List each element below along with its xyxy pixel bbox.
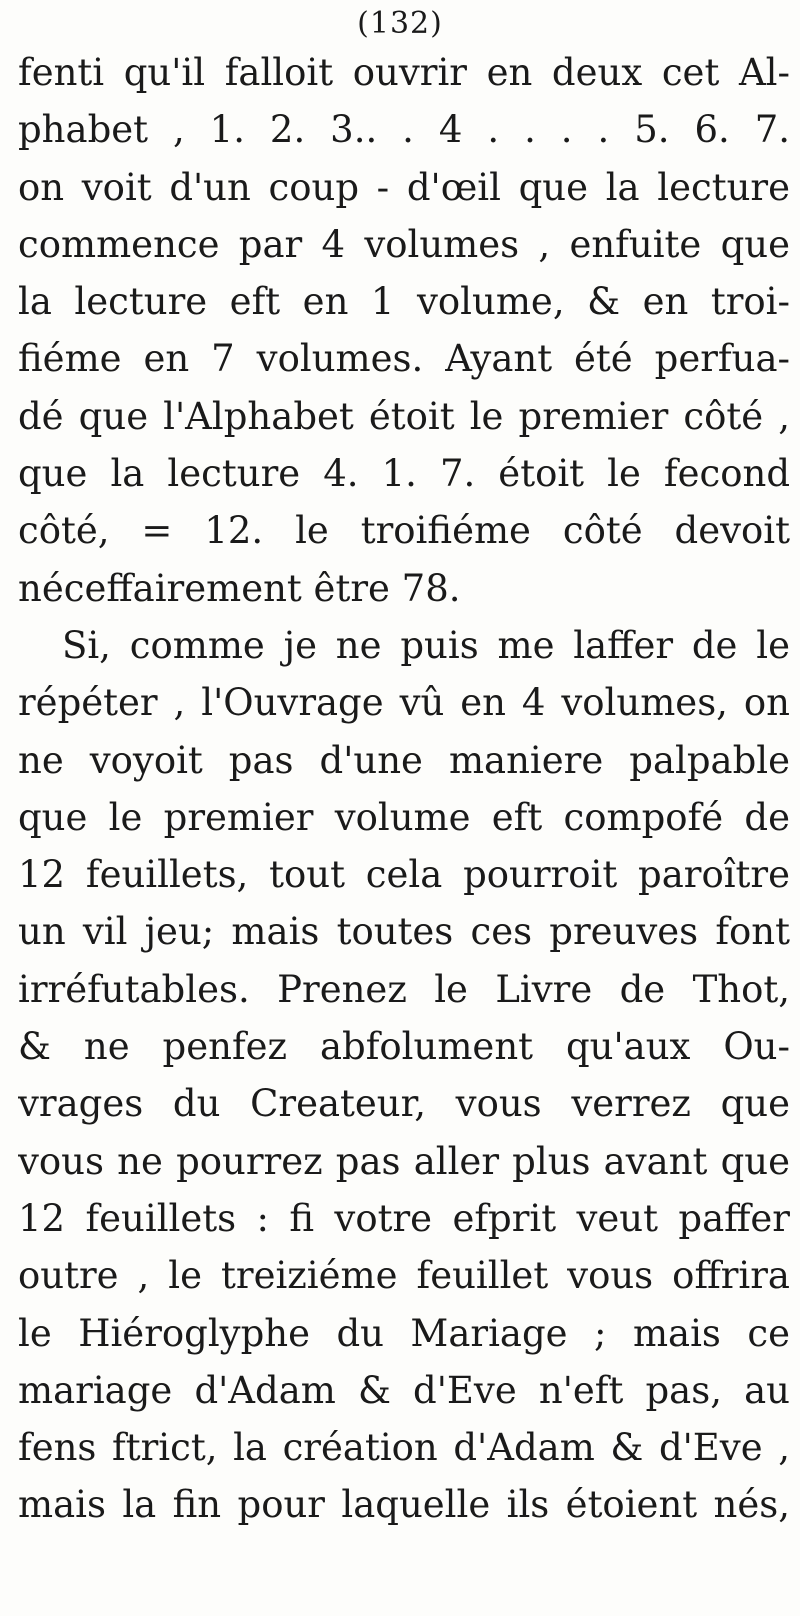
text-line: que le premier volume eft compofé de	[18, 795, 790, 839]
text-line: vrages du Createur, vous verrez que	[18, 1082, 790, 1126]
text-line: la lecture eft en 1 volume, & en troi-	[18, 280, 790, 324]
text-line: ne voyoit pas d'une maniere palpable	[18, 738, 790, 782]
text-line: le Hiéroglyphe du Mariage ; mais ce	[18, 1311, 790, 1355]
text-line: outre , le treiziéme feuillet vous offrira	[18, 1254, 790, 1298]
text-line: néceffairement être 78.	[18, 566, 461, 610]
text-line: un vil jeu; mais toutes ces preuves font	[18, 910, 790, 954]
text-line: & ne penfez abfolument qu'aux Ou-	[18, 1025, 790, 1069]
text-line: 12 feuillets, tout cela pourroit paroître	[18, 853, 790, 897]
text-line: fiéme en 7 volumes. Ayant été perfua-	[18, 337, 790, 381]
text-line: 12 feuillets : fi votre efprit veut paffer	[18, 1196, 790, 1240]
text-line: dé que l'Alphabet étoit le premier côté ,	[18, 394, 790, 438]
text-line: vous ne pourrez pas aller plus avant que	[18, 1139, 790, 1183]
text-line: que la lecture 4. 1. 7. étoit le fecond	[18, 452, 790, 496]
text-line: commence par 4 volumes , enfuite que	[18, 222, 790, 266]
text-line: fenti qu'il falloit ouvrir en deux cet Al-	[18, 51, 790, 94]
text-line: fens ftrict, la création d'Adam & d'Eve ,	[18, 1426, 790, 1470]
body-text	[18, 44, 790, 1534]
text-line: mariage d'Adam & d'Eve n'eft pas, au	[18, 1368, 790, 1412]
text-line: on voit d'un coup - d'œil que la lecture	[18, 165, 790, 209]
text-line: phabet , 1. 2. 3.. . 4 . . . . 5. 6. 7.	[18, 108, 790, 152]
text-line: mais la fin pour laquelle ils étoient nés,	[18, 1483, 790, 1527]
text-line: répéter , l'Ouvrage vû en 4 volumes, on	[18, 681, 790, 725]
text-line: côté, = 12. le troifiéme côté devoit	[18, 509, 790, 553]
text-line: irréfutables. Prenez le Livre de Thot,	[18, 967, 790, 1011]
paragraph-start-line: Si, comme je ne puis me laffer de le	[62, 623, 790, 667]
page-number: (132)	[357, 6, 443, 41]
